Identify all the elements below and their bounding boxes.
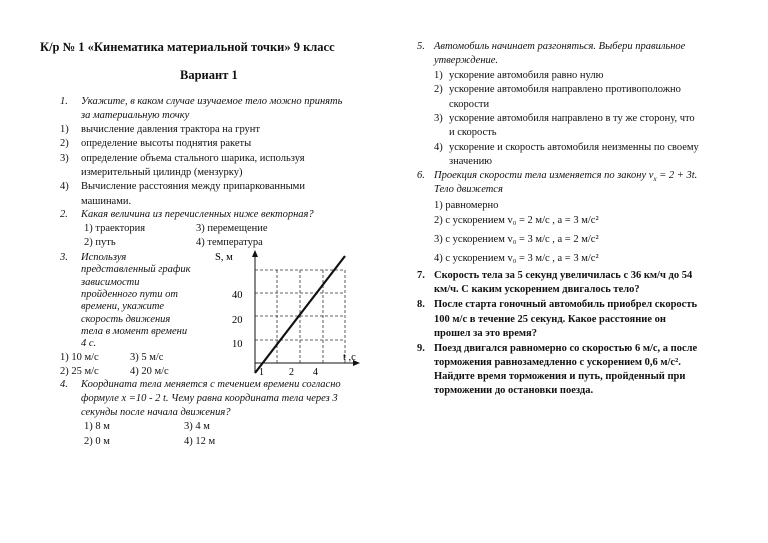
- graph-ylabel: S, м: [215, 252, 233, 263]
- option-text: ускорение и скорость автомобиля неизменны по своему: [449, 141, 699, 153]
- q3-option-4: 4) 20 м/с: [130, 366, 169, 377]
- option-text: машинами.: [81, 195, 132, 207]
- option-text: ускорение автомобиля направлено в ту же сторону, что: [449, 112, 695, 124]
- option-text: измерительный цилиндр (мензурку): [81, 166, 243, 178]
- q5-text: Автомобиль начинает разгоняться. Выбери правильное: [434, 41, 686, 52]
- q3-text-line: времени, укажите: [81, 301, 165, 313]
- q9-text-cont2: Найдите время торможения и путь, пройденный при: [434, 371, 686, 382]
- option-text: ускорение автомобиля равно нулю: [449, 70, 604, 81]
- option-number: 3): [434, 112, 443, 124]
- q3-text-line: пройденного пути от: [81, 288, 178, 300]
- q3-text-line: скорость движения: [81, 313, 171, 325]
- option-number: 1): [60, 124, 69, 135]
- q9-text: Поезд двигался равномерно со скоростью 6 м/с, а после: [434, 343, 698, 354]
- q7-text: Скорость тела за 5 секунд увеличилась с 36 км/ч до 54: [434, 270, 693, 281]
- q9-text-cont3: торможении до остановки поезда.: [434, 385, 594, 396]
- q3-text-line: 4 с.: [81, 338, 97, 350]
- q6-option-1: 1) равномерно: [434, 200, 499, 211]
- q4-option-1: 1) 8 м: [84, 421, 110, 432]
- q8-number: 8.: [417, 299, 425, 310]
- q2-number: 2.: [60, 209, 68, 220]
- ytick-20: 20: [232, 315, 243, 326]
- distance-time-graph: [205, 248, 370, 378]
- graph-xlabel: t ,с: [343, 352, 356, 363]
- option-number: 1): [434, 70, 443, 81]
- q7-text-cont: км/ч. С каким ускорением двигалось тело?: [434, 284, 640, 295]
- q1-number: 1.: [60, 96, 68, 107]
- option-number: 2): [60, 138, 69, 150]
- variant-title: Вариант 1: [180, 68, 238, 82]
- q2-text: Какая величина из перечисленных ниже векторная?: [81, 209, 314, 220]
- ytick-10: 10: [232, 339, 243, 350]
- q9-text-cont: торможения равнозамедленно с ускорением 0,6 м/с².: [434, 357, 681, 368]
- ytick-40: 40: [232, 290, 243, 301]
- option-text: определение объема стального шарика, используя: [81, 152, 305, 164]
- q4-text-cont2: секунды после начала движения?: [81, 407, 231, 418]
- q6-option-4: 4) с ускорением v₀ = 3 м/с , a = 3 м/с²: [434, 253, 599, 264]
- q2-option-3: 3) перемещение: [196, 223, 268, 234]
- q9-number: 9.: [417, 343, 425, 354]
- q2-option-2: 2) путь: [84, 237, 116, 248]
- option-text: скорости: [449, 98, 490, 110]
- q3-option-1: 1) 10 м/с: [60, 352, 99, 363]
- q7-number: 7.: [417, 270, 425, 281]
- q3-text-line: представленный график: [81, 264, 191, 276]
- q4-option-4: 4) 12 м: [184, 436, 216, 447]
- q6-option-3: 3) с ускорением v₀ = 3 м/с , a = 2 м/с²: [434, 234, 599, 245]
- option-number: 3): [60, 152, 69, 164]
- q8-text: После старта гоночный автомобиль приобрел скорость: [434, 299, 698, 310]
- q4-option-3: 3) 4 м: [184, 421, 210, 432]
- q3-number: 3.: [60, 252, 68, 263]
- q5-text-cont: утверждение.: [434, 55, 499, 66]
- q3-text-line: зависимости: [81, 276, 140, 288]
- q3-option-2: 2) 25 м/с: [60, 366, 99, 377]
- q3-text-line: тела в момент времени: [81, 325, 188, 337]
- option-number: 4): [60, 181, 69, 193]
- q3-option-3: 3) 5 м/с: [130, 352, 164, 363]
- option-text: значению: [449, 155, 493, 167]
- q2-option-4: 4) температура: [196, 237, 263, 248]
- page-title: К/р № 1 «Кинематика материальной точки» 9 класс: [40, 40, 335, 54]
- xtick-1: 1: [259, 367, 264, 378]
- q6-option-2: 2) с ускорением v₀ = 2 м/с , a = 3 м/с²: [434, 215, 599, 226]
- option-text: Вычисление расстояния между припаркованными: [81, 181, 305, 193]
- q6-number: 6.: [417, 170, 425, 181]
- option-text: определение высоты поднятия ракеты: [81, 138, 252, 150]
- q6-text: Проекция скорости тела изменяется по закону $v_x = 2 + 3t$.: [434, 170, 698, 184]
- q1-text-cont: за материальную точку: [81, 110, 190, 121]
- option-number: 4): [434, 141, 443, 153]
- q4-option-2: 2) 0 м: [84, 436, 110, 447]
- q8-text-cont2: прошел за это время?: [434, 328, 537, 339]
- option-text: и скорость: [449, 127, 497, 139]
- q6-text-cont: Тело движется: [434, 184, 503, 195]
- q4-text: Координата тела меняется с течением времени согласно: [81, 379, 341, 390]
- option-text: вычисление давления трактора на грунт: [81, 124, 261, 135]
- q1-text: Укажите, в каком случае изучаемое тело можно принять: [81, 96, 343, 107]
- q4-number: 4.: [60, 379, 68, 390]
- option-text: ускорение автомобиля направлено противоположно: [449, 84, 681, 96]
- q4-text-cont: формуле x =10 - 2 t. Чему равна координата тела через 3: [81, 393, 338, 404]
- xtick-2: 2: [289, 367, 294, 378]
- option-number: 2): [434, 84, 443, 96]
- q5-number: 5.: [417, 41, 425, 52]
- q3-text-line: Используя: [81, 252, 127, 263]
- xtick-4: 4: [313, 367, 318, 378]
- q8-text-cont: 100 м/с в течение 25 секунд. Какое расстояние он: [434, 314, 666, 325]
- q2-option-1: 1) траектория: [84, 223, 146, 234]
